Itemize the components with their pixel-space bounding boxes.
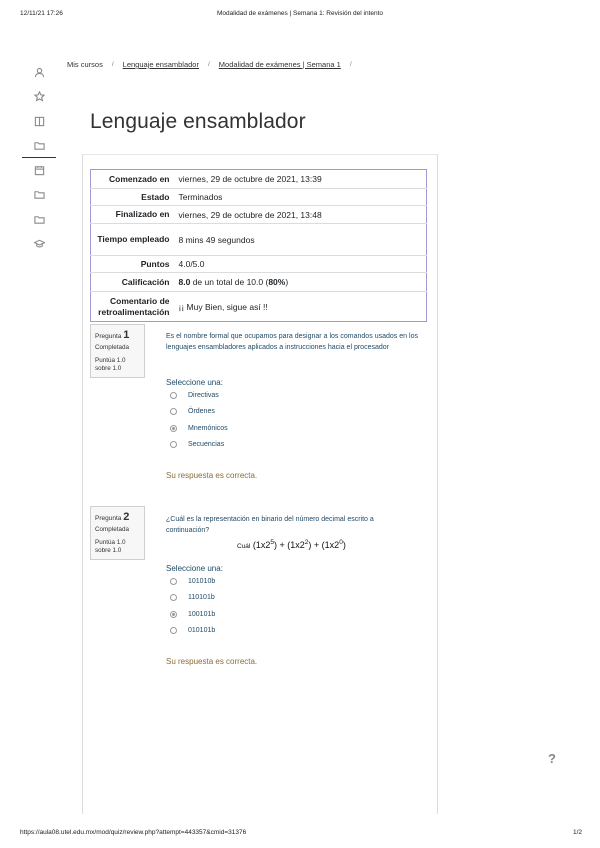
summary-value <box>176 273 427 292</box>
breadcrumb-separator: / <box>349 61 352 68</box>
answer-option[interactable] <box>170 578 215 585</box>
question-text-1: Es el nombre formal que ocupamos para designar a los comandos usados en los lenguajes ensambladores aplicados a instrucciones hacia el procesador <box>166 333 418 351</box>
radio-button[interactable] <box>170 408 177 415</box>
summary-value: ¡¡ Muy Bien, sigue así !! <box>178 301 268 312</box>
question-formula <box>237 539 346 550</box>
folder-icon[interactable] <box>22 134 56 159</box>
formula-term: ) <box>342 540 346 550</box>
question-text-2: ¿Cuál es la representación en binario del número decimal escrito a continuación? <box>166 516 374 534</box>
answer-option[interactable] <box>170 408 215 415</box>
question-grade: Puntúa 1.0 sobre 1.0 <box>95 357 126 372</box>
calendar-icon[interactable] <box>22 158 56 183</box>
summary-row-started <box>91 170 427 189</box>
formula-term: ) + (1x2 <box>308 540 340 550</box>
grade-total: de un total de 10.0 ( <box>190 277 269 287</box>
answer-feedback: Su respuesta es correcta. <box>166 471 258 480</box>
summary-value: viernes, 29 de octubre de 2021, 13:39 <box>176 170 427 189</box>
question-info-2 <box>90 506 145 560</box>
breadcrumb-separator: / <box>207 61 210 68</box>
radio-button[interactable] <box>170 627 177 634</box>
summary-value: Terminados <box>176 189 427 206</box>
summary-row-time <box>91 224 427 256</box>
select-one-prompt: Seleccione una: <box>166 564 223 573</box>
star-icon[interactable] <box>22 85 56 110</box>
answer-option[interactable] <box>170 392 219 399</box>
grade-value: 8.0 <box>178 277 191 287</box>
question-state: Completada <box>95 344 129 351</box>
summary-value: viernes, 29 de octubre de 2021, 13:48 <box>176 206 427 224</box>
formula-prefix: Cuál <box>237 543 251 550</box>
answer-option-label: 110101b <box>188 594 215 601</box>
radio-button[interactable] <box>170 441 177 448</box>
answer-feedback: Su respuesta es correcta. <box>166 657 258 666</box>
summary-row-grade <box>91 273 427 292</box>
formula-exponent: 5 <box>270 539 275 546</box>
grade-close: ) <box>285 277 289 287</box>
question-grade: Puntúa 1.0 sobre 1.0 <box>95 539 126 554</box>
book-icon[interactable] <box>22 109 56 134</box>
print-url: https://aula08.utel.edu.mx/mod/quiz/review.php?attempt=443357&cmid=31376 <box>20 829 247 836</box>
user-icon[interactable] <box>22 60 56 85</box>
print-date: 12/11/21 17:26 <box>20 10 63 17</box>
summary-label: Calificación <box>91 273 176 292</box>
summary-label: Puntos <box>91 256 176 273</box>
summary-value: 4.0/5.0 <box>176 256 427 273</box>
help-button[interactable]: ? <box>548 751 556 766</box>
answer-option-label: Órdenes <box>188 408 215 415</box>
question-number <box>95 329 140 341</box>
summary-label: Estado <box>91 189 176 206</box>
question-number-value: 1 <box>123 329 130 341</box>
answer-option[interactable] <box>170 441 224 448</box>
question-label: Pregunta <box>95 515 122 522</box>
answer-option-label: Directivas <box>188 392 219 399</box>
formula-exponent: 2 <box>304 539 309 546</box>
answer-option-label: Secuencias <box>188 441 225 448</box>
breadcrumb-separator: / <box>111 61 114 68</box>
radio-button-checked[interactable] <box>170 425 177 432</box>
sidebar-nav <box>22 60 56 256</box>
summary-row-feedback <box>91 292 427 322</box>
question-state: Completada <box>95 526 129 533</box>
formula-term: ) + (1x2 <box>274 540 305 550</box>
radio-button[interactable] <box>170 594 177 601</box>
answer-option-selected[interactable] <box>170 425 228 432</box>
folder-icon[interactable] <box>22 183 56 208</box>
folder-icon[interactable] <box>22 207 56 232</box>
answer-option-label: 010101b <box>188 627 216 634</box>
attempt-summary-table <box>90 169 427 322</box>
question-number-value: 2 <box>123 511 130 523</box>
formula-term: (1x2 <box>252 540 271 550</box>
graduation-cap-icon[interactable] <box>22 232 56 257</box>
breadcrumb-quiz[interactable]: Modalidad de exámenes | Semana 1 <box>218 60 341 69</box>
answer-option-label: Mnemónicos <box>188 425 228 432</box>
question-info-1 <box>90 324 145 378</box>
radio-button[interactable] <box>170 392 177 399</box>
page-title: Lenguaje ensamblador <box>90 110 306 133</box>
summary-row-finished <box>91 206 427 224</box>
answer-option[interactable] <box>170 594 215 601</box>
print-title: Modalidad de exámenes | Semana 1: Revisión del intento <box>216 10 384 17</box>
answer-option[interactable] <box>170 627 215 634</box>
grade-percent: 80% <box>268 277 286 287</box>
breadcrumb <box>67 60 361 69</box>
question-number <box>95 511 140 523</box>
summary-row-points <box>91 256 427 273</box>
summary-value: 8 mins 49 segundos <box>176 224 427 256</box>
summary-label: Tiempo empleado <box>91 224 176 256</box>
formula-exponent: 0 <box>339 539 343 546</box>
answer-option-label: 101010b <box>188 578 216 585</box>
print-page-count: 1/2 <box>572 829 582 836</box>
answer-option-selected[interactable] <box>170 611 215 618</box>
select-one-prompt: Seleccione una: <box>166 378 223 387</box>
radio-button[interactable] <box>170 578 177 585</box>
summary-label: Comentario de retroalimentación <box>98 296 170 317</box>
breadcrumb-my-courses[interactable]: Mis cursos <box>67 60 103 69</box>
breadcrumb-course[interactable]: Lenguaje ensamblador <box>122 60 199 69</box>
radio-button-checked[interactable] <box>170 611 177 618</box>
question-label: Pregunta <box>95 333 122 340</box>
summary-label: Comenzado en <box>91 170 176 189</box>
answer-option-label: 100101b <box>188 611 216 618</box>
summary-row-state <box>91 189 427 206</box>
summary-label: Finalizado en <box>91 206 176 224</box>
